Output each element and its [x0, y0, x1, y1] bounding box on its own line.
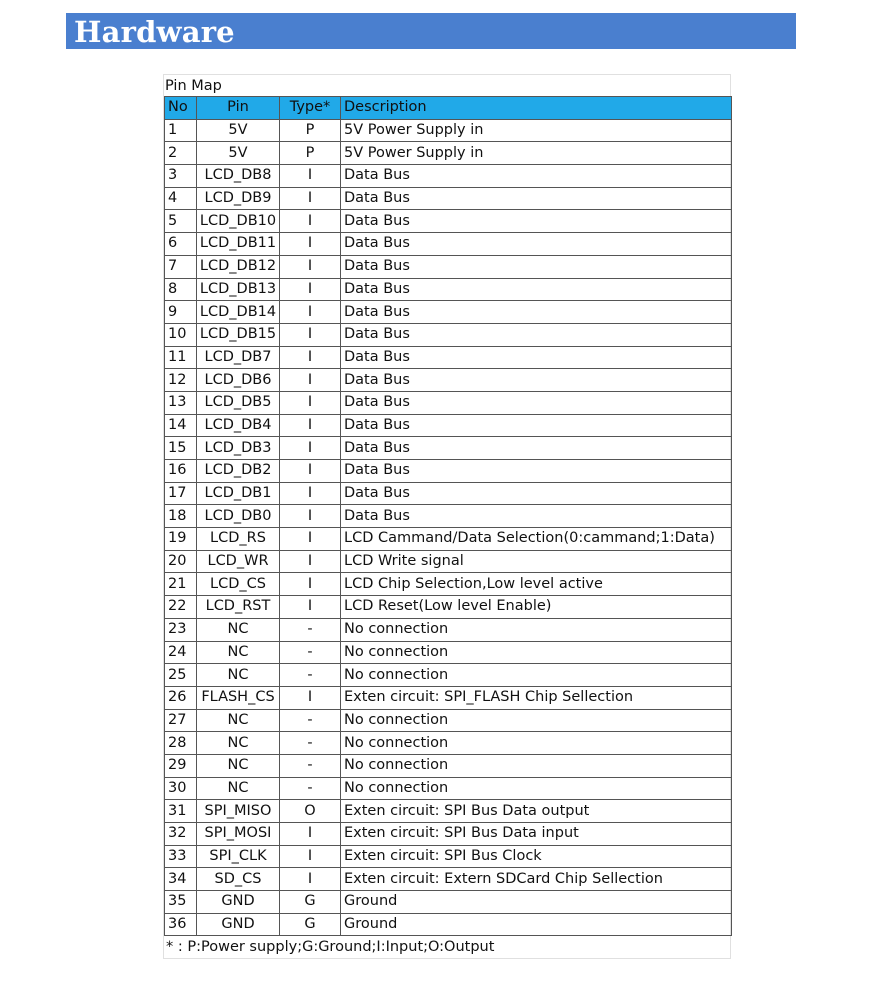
cell-description: Exten circuit: Extern SDCard Chip Sellection — [341, 868, 732, 891]
table-row — [165, 845, 732, 868]
page-title: Hardware — [74, 15, 235, 49]
table-row — [165, 754, 732, 777]
table-row — [165, 664, 732, 687]
cell-no: 10 — [165, 323, 197, 346]
table-row — [165, 891, 732, 914]
cell-no: 13 — [165, 391, 197, 414]
table-row — [165, 187, 732, 210]
table-row — [165, 301, 732, 324]
cell-type: I — [280, 323, 341, 346]
table-row — [165, 346, 732, 369]
cell-type: I — [280, 868, 341, 891]
cell-description: Exten circuit: SPI_FLASH Chip Sellection — [341, 686, 732, 709]
cell-description: Data Bus — [341, 346, 732, 369]
table-row — [165, 823, 732, 846]
cell-description: 5V Power Supply in — [341, 119, 732, 142]
cell-pin: LCD_DB14 — [197, 301, 280, 324]
cell-no: 23 — [165, 618, 197, 641]
cell-description: 5V Power Supply in — [341, 142, 732, 165]
cell-description: Ground — [341, 913, 732, 936]
cell-type: I — [280, 823, 341, 846]
header-type: Type* — [280, 97, 341, 120]
table-row — [165, 686, 732, 709]
cell-pin: NC — [197, 641, 280, 664]
cell-description: No connection — [341, 777, 732, 800]
table-row — [165, 868, 732, 891]
cell-pin: NC — [197, 664, 280, 687]
cell-type: - — [280, 641, 341, 664]
table-row — [165, 618, 732, 641]
cell-no: 19 — [165, 528, 197, 551]
table-row — [165, 732, 732, 755]
cell-pin: NC — [197, 732, 280, 755]
cell-description: Data Bus — [341, 482, 732, 505]
table-row — [165, 482, 732, 505]
header-no: No — [165, 97, 197, 120]
cell-no: 28 — [165, 732, 197, 755]
cell-type: - — [280, 732, 341, 755]
cell-description: LCD Write signal — [341, 550, 732, 573]
cell-no: 21 — [165, 573, 197, 596]
cell-no: 9 — [165, 301, 197, 324]
cell-pin: LCD_DB5 — [197, 391, 280, 414]
cell-type: I — [280, 391, 341, 414]
cell-no: 2 — [165, 142, 197, 165]
cell-pin: LCD_DB13 — [197, 278, 280, 301]
cell-description: LCD Chip Selection,Low level active — [341, 573, 732, 596]
cell-type: I — [280, 278, 341, 301]
table-header-row — [165, 97, 732, 120]
cell-description: Data Bus — [341, 278, 732, 301]
cell-type: I — [280, 482, 341, 505]
cell-type: - — [280, 754, 341, 777]
cell-pin: LCD_CS — [197, 573, 280, 596]
table-row — [165, 777, 732, 800]
cell-description: Data Bus — [341, 323, 732, 346]
cell-description: Data Bus — [341, 437, 732, 460]
cell-pin: LCD_DB2 — [197, 460, 280, 483]
cell-pin: SD_CS — [197, 868, 280, 891]
cell-description: No connection — [341, 732, 732, 755]
cell-no: 26 — [165, 686, 197, 709]
cell-type: I — [280, 596, 341, 619]
cell-type: I — [280, 505, 341, 528]
cell-description: Data Bus — [341, 391, 732, 414]
cell-type: - — [280, 709, 341, 732]
cell-type: P — [280, 142, 341, 165]
cell-description: Data Bus — [341, 165, 732, 188]
cell-no: 18 — [165, 505, 197, 528]
cell-no: 6 — [165, 233, 197, 256]
cell-type: I — [280, 460, 341, 483]
cell-no: 20 — [165, 550, 197, 573]
cell-type: - — [280, 777, 341, 800]
cell-type: G — [280, 891, 341, 914]
cell-description: No connection — [341, 754, 732, 777]
cell-description: Data Bus — [341, 460, 732, 483]
cell-type: I — [280, 346, 341, 369]
table-row — [165, 800, 732, 823]
cell-description: Data Bus — [341, 255, 732, 278]
cell-no: 31 — [165, 800, 197, 823]
cell-description: Data Bus — [341, 369, 732, 392]
cell-no: 17 — [165, 482, 197, 505]
cell-pin: NC — [197, 709, 280, 732]
cell-pin: NC — [197, 618, 280, 641]
cell-description: Data Bus — [341, 187, 732, 210]
cell-no: 22 — [165, 596, 197, 619]
cell-type: I — [280, 437, 341, 460]
cell-description: Exten circuit: SPI Bus Clock — [341, 845, 732, 868]
table-row — [165, 709, 732, 732]
cell-description: Data Bus — [341, 414, 732, 437]
cell-no: 14 — [165, 414, 197, 437]
cell-pin: LCD_WR — [197, 550, 280, 573]
cell-description: No connection — [341, 664, 732, 687]
cell-pin: GND — [197, 891, 280, 914]
cell-type: - — [280, 664, 341, 687]
cell-pin: SPI_MOSI — [197, 823, 280, 846]
cell-no: 25 — [165, 664, 197, 687]
cell-type: I — [280, 165, 341, 188]
cell-no: 5 — [165, 210, 197, 233]
cell-no: 4 — [165, 187, 197, 210]
cell-type: G — [280, 913, 341, 936]
cell-type: I — [280, 414, 341, 437]
cell-type: I — [280, 233, 341, 256]
cell-description: No connection — [341, 641, 732, 664]
cell-description: Data Bus — [341, 210, 732, 233]
cell-type: I — [280, 845, 341, 868]
cell-type: I — [280, 255, 341, 278]
cell-pin: NC — [197, 754, 280, 777]
type-footnote: * : P:Power supply;G:Ground;I:Input;O:Output — [166, 939, 495, 955]
table-row — [165, 641, 732, 664]
cell-type: I — [280, 550, 341, 573]
cell-no: 3 — [165, 165, 197, 188]
pin-map-table — [164, 96, 732, 936]
hardware-banner — [66, 13, 796, 49]
cell-type: I — [280, 301, 341, 324]
cell-pin: LCD_DB15 — [197, 323, 280, 346]
cell-type: I — [280, 187, 341, 210]
cell-type: I — [280, 528, 341, 551]
header-description: Description — [341, 97, 732, 120]
table-row — [165, 391, 732, 414]
cell-pin: LCD_RS — [197, 528, 280, 551]
table-row — [165, 233, 732, 256]
table-row — [165, 505, 732, 528]
header-pin: Pin — [197, 97, 280, 120]
table-row — [165, 414, 732, 437]
cell-description: No connection — [341, 618, 732, 641]
table-row — [165, 913, 732, 936]
cell-no: 27 — [165, 709, 197, 732]
cell-type: O — [280, 800, 341, 823]
cell-pin: LCD_DB11 — [197, 233, 280, 256]
cell-type: I — [280, 369, 341, 392]
table-row — [165, 550, 732, 573]
table-row — [165, 573, 732, 596]
cell-description: No connection — [341, 709, 732, 732]
cell-no: 32 — [165, 823, 197, 846]
cell-no: 24 — [165, 641, 197, 664]
table-row — [165, 255, 732, 278]
cell-no: 35 — [165, 891, 197, 914]
cell-type: I — [280, 686, 341, 709]
cell-pin: LCD_DB10 — [197, 210, 280, 233]
cell-pin: LCD_DB3 — [197, 437, 280, 460]
cell-pin: SPI_CLK — [197, 845, 280, 868]
cell-description: Data Bus — [341, 505, 732, 528]
cell-pin: 5V — [197, 142, 280, 165]
cell-description: Data Bus — [341, 233, 732, 256]
cell-type: I — [280, 573, 341, 596]
cell-description: Exten circuit: SPI Bus Data input — [341, 823, 732, 846]
cell-type: P — [280, 119, 341, 142]
cell-pin: NC — [197, 777, 280, 800]
cell-description: Exten circuit: SPI Bus Data output — [341, 800, 732, 823]
cell-no: 33 — [165, 845, 197, 868]
table-row — [165, 119, 732, 142]
cell-no: 7 — [165, 255, 197, 278]
table-row — [165, 278, 732, 301]
table-body — [165, 119, 732, 936]
cell-pin: LCD_DB4 — [197, 414, 280, 437]
cell-no: 11 — [165, 346, 197, 369]
cell-no: 8 — [165, 278, 197, 301]
cell-pin: FLASH_CS — [197, 686, 280, 709]
cell-pin: LCD_DB12 — [197, 255, 280, 278]
table-row — [165, 460, 732, 483]
cell-pin: 5V — [197, 119, 280, 142]
table-row — [165, 437, 732, 460]
cell-pin: LCD_DB1 — [197, 482, 280, 505]
cell-pin: GND — [197, 913, 280, 936]
cell-no: 16 — [165, 460, 197, 483]
table-caption: Pin Map — [165, 78, 222, 94]
cell-no: 30 — [165, 777, 197, 800]
cell-no: 36 — [165, 913, 197, 936]
cell-description: Data Bus — [341, 301, 732, 324]
table-row — [165, 528, 732, 551]
cell-pin: LCD_DB9 — [197, 187, 280, 210]
table-row — [165, 323, 732, 346]
cell-no: 29 — [165, 754, 197, 777]
cell-type: I — [280, 210, 341, 233]
table-row — [165, 142, 732, 165]
cell-description: Ground — [341, 891, 732, 914]
cell-pin: LCD_DB0 — [197, 505, 280, 528]
cell-no: 12 — [165, 369, 197, 392]
cell-no: 15 — [165, 437, 197, 460]
table-row — [165, 165, 732, 188]
cell-pin: SPI_MISO — [197, 800, 280, 823]
table-row — [165, 369, 732, 392]
table-row — [165, 596, 732, 619]
cell-no: 34 — [165, 868, 197, 891]
cell-pin: LCD_RST — [197, 596, 280, 619]
cell-no: 1 — [165, 119, 197, 142]
cell-pin: LCD_DB8 — [197, 165, 280, 188]
cell-description: LCD Reset(Low level Enable) — [341, 596, 732, 619]
table-row — [165, 210, 732, 233]
cell-description: LCD Cammand/Data Selection(0:cammand;1:Data) — [341, 528, 732, 551]
cell-type: - — [280, 618, 341, 641]
cell-pin: LCD_DB6 — [197, 369, 280, 392]
cell-pin: LCD_DB7 — [197, 346, 280, 369]
